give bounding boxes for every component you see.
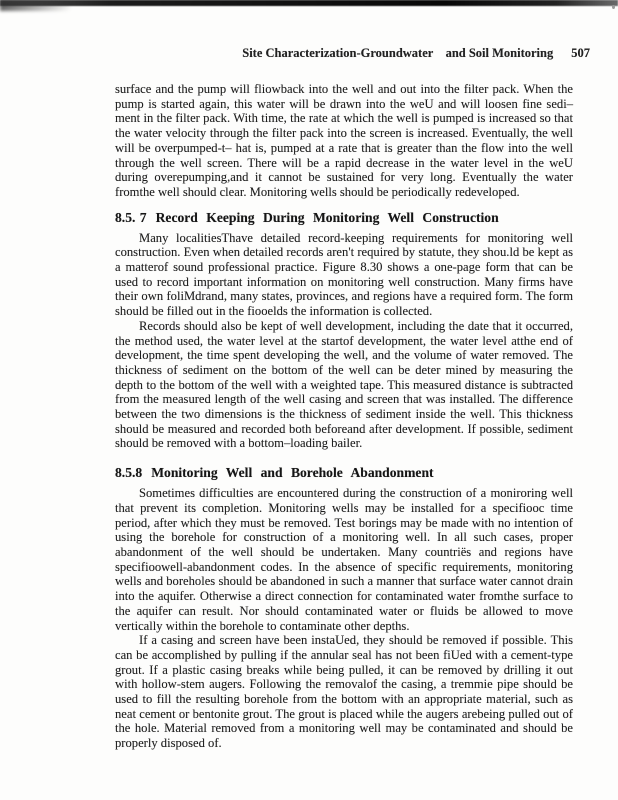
- paragraph-redevelopment: surface and the pump will fliowback into the well and out into the filter pack. When the pump is started again, this water will be drawn into the weU and will loosen fine sedi– ment in the filter pack. With time, the rate at which the well is pumped is increased so that the water velocity through the filter pack into the screen is increased. Eventually, the well will be overpumped-t– hat is, pumped at a rate that is greater than the flow into the well through the well screen. There will be a rapid decrease in the water level in the weU during overepumping,and it cannot be sustained for very long. Eventually the water fromthe well should clear. Monitoring wells should be periodically redeveloped.: [115, 82, 573, 199]
- paragraph-record-keeping-1: Many localitiesThave detailed record-keeping requirements for monitoring well construction. Even when detailed records aren't required by statute, they shou.ld be kept as a matterof sound professional practice. Figure 8.30 shows a one-page form that can be used to record important information on monitoring well construction. Many firms have their own foliMdrand, many states, provinces, and regions have a required form. The form should be filled out in the fiooelds the information is collected.: [115, 230, 573, 319]
- section-heading-858: [115, 464, 573, 481]
- scan-artifact-corner-smudge: [0, 0, 70, 11]
- page-body: [115, 82, 573, 751]
- section-title: Monitoring Well and Borehole Abandonment: [151, 465, 434, 481]
- scan-artifact-top-bar: [0, 0, 618, 6]
- paragraph-abandonment-2: If a casing and screen have been instaUed, they should be removed if possible. This can be accomplished by pulling if the annular seal has not been fiUed with a cement-type grout. If a plastic casing breaks while being pulled, it can be removed by drilling it out with hollow-stem augers. Following the removalof the casing, a tremmie pipe should be used to fill the resulting borehole from the bottom with an appropriate material, such as neat cement or bentonite grout. The grout is placed while the augers arebeing pulled out of the hole. Material removed from a monitoring well may be contaminated and should be properly disposed of.: [115, 633, 573, 751]
- section-number: 8.5. 7: [115, 209, 147, 225]
- section-number: 8.5.8: [115, 465, 143, 481]
- running-header: [242, 46, 590, 61]
- running-title: Site Characterization-Groundwater and Soil Monitoring: [242, 46, 554, 60]
- page-number: 507: [571, 46, 590, 60]
- section-title: Record Keeping During Monitoring Well Construction: [155, 209, 499, 225]
- paragraph-abandonment-1: Sometimes difficulties are encountered during the construction of a moniroring well that prevent its completion. Monitoring wells may be installed for a specifiooc time period, after which they must be removed. Test borings may be made with no intention of using the borehole for construction of a monitoring well. In all such cases, proper abandonment of the well should be undertaken. Many countriës and regions have specifioowell-abandonment codes. In the absence of specific requirements, monitoring wells and boreholes should be abandoned in such a manner that surface water cannot drain into the aquifer. Otherwise a direct connection for contaminated water fromthe surface to the aquifer can result. Nor should contaminated water or fluids be allowed to move vertically within the borehole to contaminate other depths.: [115, 486, 573, 633]
- section-heading-857: [115, 209, 573, 226]
- paragraph-record-keeping-2: Records should also be kept of well development, including the date that it occurred, the method used, the water level at the startof development, the water level atthe end of development, the time spent developing the well, and the volume of water removed. The thickness of sediment on the bottom of the well can be deter mined by measuring the depth to the bottom of the well with a weighted tape. This measured distance is subtracted from the measured length of the well casing and screen that was installed. The difference between the two dimensions is the thickness of sediment inside the well. This thickness should be measured and recorded both beforeand after development. If possible, sediment should be removed with a bottom–loading bailer.: [115, 318, 573, 451]
- scan-artifact-speck: [612, 5, 615, 9]
